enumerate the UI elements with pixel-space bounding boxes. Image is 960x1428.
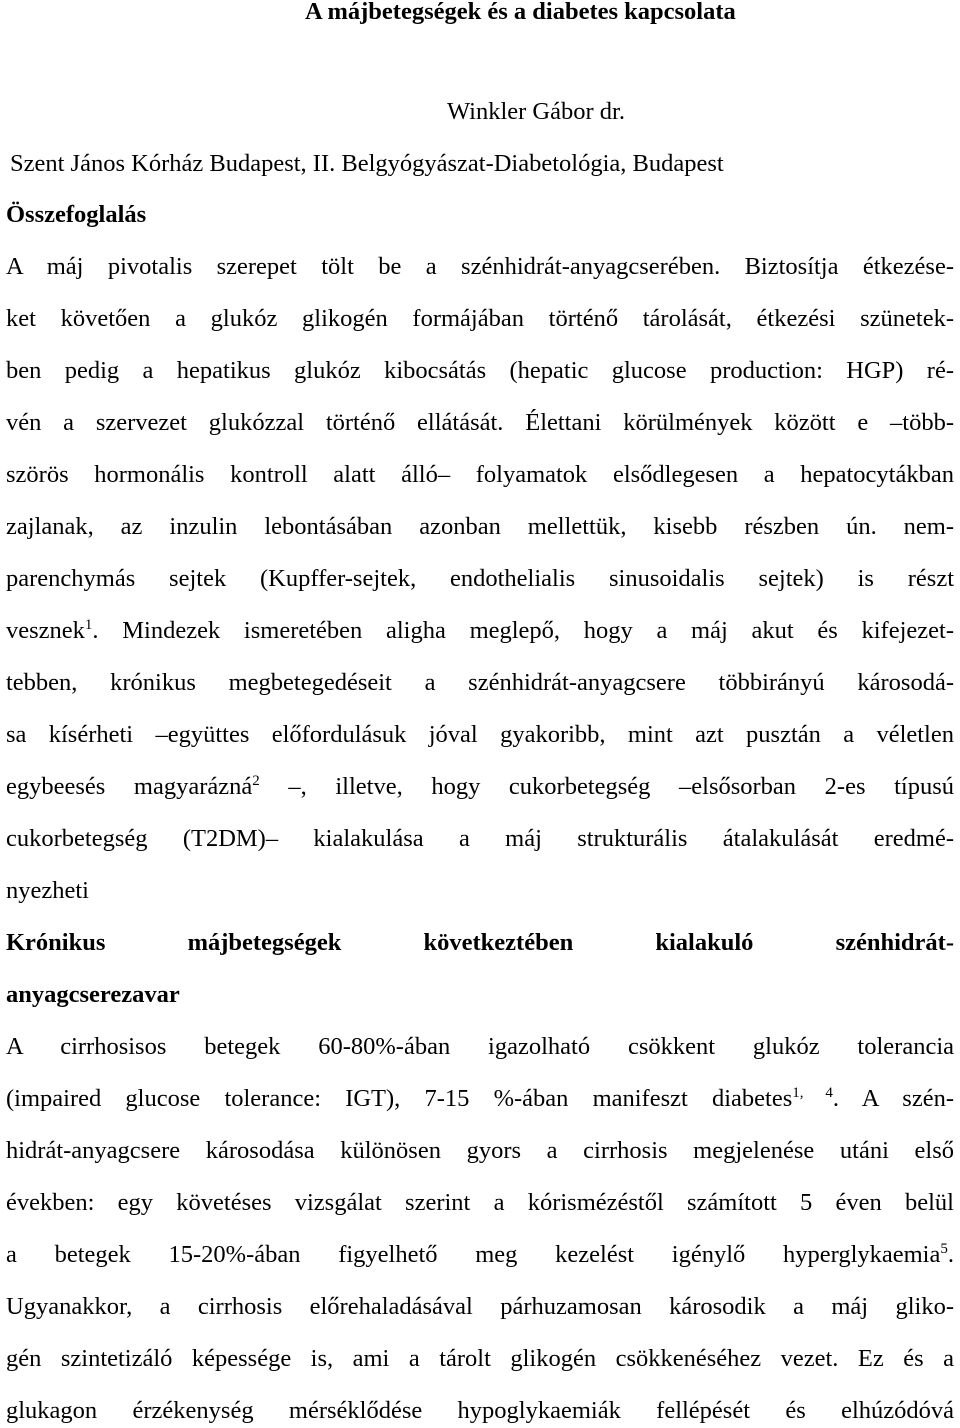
summary-line: nyezheti [6, 877, 89, 904]
section-line [6, 1082, 954, 1116]
author: Winkler Gábor dr. [447, 98, 625, 125]
section-line-text: a betegek 15-20%-ában figyelhető meg kezelést igénylő hyperglykaemia [6, 1241, 941, 1268]
section-line: A cirrhosisos betegek 60-80%-ában igazolható csökkent glukóz tolerancia [6, 1033, 954, 1060]
page-title: A májbetegségek és a diabetes kapcsolata [305, 0, 736, 25]
section-line-text: (impaired glucose tolerance: IGT), 7-15 %-ában manifeszt diabetes [6, 1085, 793, 1112]
section-line [6, 1238, 954, 1272]
summary-line: parenchymás sejtek (Kupffer-sejtek, endothelialis sinusoidalis sejtek) is részt [6, 565, 954, 592]
affiliation: Szent János Kórház Budapest, II. Belgyógyászat-Diabetológia, Budapest [10, 150, 724, 177]
citation-superscript: 5 [940, 1241, 948, 1257]
summary-line [6, 614, 954, 648]
summary-line: tebben, krónikus megbetegedéseit a szénhidrát-anyagcsere többirányú károsodá- [6, 669, 954, 696]
section-line: gén szintetizáló képessége is, ami a tárolt glikogén csökkenéséhez vezet. Ez és a [6, 1345, 954, 1372]
section-line-text: . A szén- [832, 1085, 954, 1112]
citation-superscript: 1, 4 [792, 1085, 833, 1101]
summary-line-text: egybeesés magyarázná [6, 773, 253, 800]
summary-line: A máj pivotalis szerepet tölt be a szénhidrát-anyagcserében. Biztosítja étkezése- [6, 253, 954, 280]
section-heading-line: Krónikus májbetegségek következtében kialakuló szénhidrát- [6, 929, 954, 956]
summary-line: sa kísérheti –együttes előfordulásuk jóval gyakoribb, mint azt pusztán a véletlen [6, 721, 954, 748]
summary-line: zajlanak, az inzulin lebontásában azonban mellettük, kisebb részben ún. nem- [6, 513, 954, 540]
summary-line: ben pedig a hepatikus glukóz kibocsátás (hepatic glucose production: HGP) ré- [6, 357, 954, 384]
summary-line-text: –, illetve, hogy cukorbetegség –elsősorban 2-es típusú [259, 773, 954, 800]
section-line: hidrát-anyagcsere károsodása különösen gyors a cirrhosis megjelenése utáni első [6, 1137, 954, 1164]
citation-superscript: 1 [84, 617, 93, 633]
summary-line-text: vesznek [6, 617, 85, 644]
summary-line [6, 770, 954, 804]
summary-line: ket követően a glukóz glikogén formájában történő tárolását, étkezési szünetek- [6, 305, 954, 332]
section-line: glukagon érzékenység mérséklődése hypoglykaemiák fellépését és elhúzódóvá [6, 1397, 954, 1424]
citation-superscript: 2 [252, 773, 260, 789]
section-heading-line: anyagcserezavar [6, 981, 180, 1008]
section-line: években: egy követéses vizsgálat szerint a kórismézéstől számított 5 éven belül [6, 1189, 954, 1216]
section-line-text: . [947, 1241, 954, 1268]
summary-line: cukorbetegség (T2DM)– kialakulása a máj strukturális átalakulását eredmé- [6, 825, 954, 852]
summary-line: szörös hormonális kontroll alatt álló– folyamatok elsődlegesen a hepatocytákban [6, 461, 954, 488]
summary-line: vén a szervezet glukózzal történő ellátását. Élettani körülmények között e –több- [6, 409, 954, 436]
summary-line-text: . Mindezek ismeretében aligha meglepő, hogy a máj akut és kifejezet- [92, 617, 954, 644]
section-line: Ugyanakkor, a cirrhosis előrehaladásával párhuzamosan károsodik a máj gliko- [6, 1293, 954, 1320]
summary-heading: Összefoglalás [6, 201, 147, 228]
